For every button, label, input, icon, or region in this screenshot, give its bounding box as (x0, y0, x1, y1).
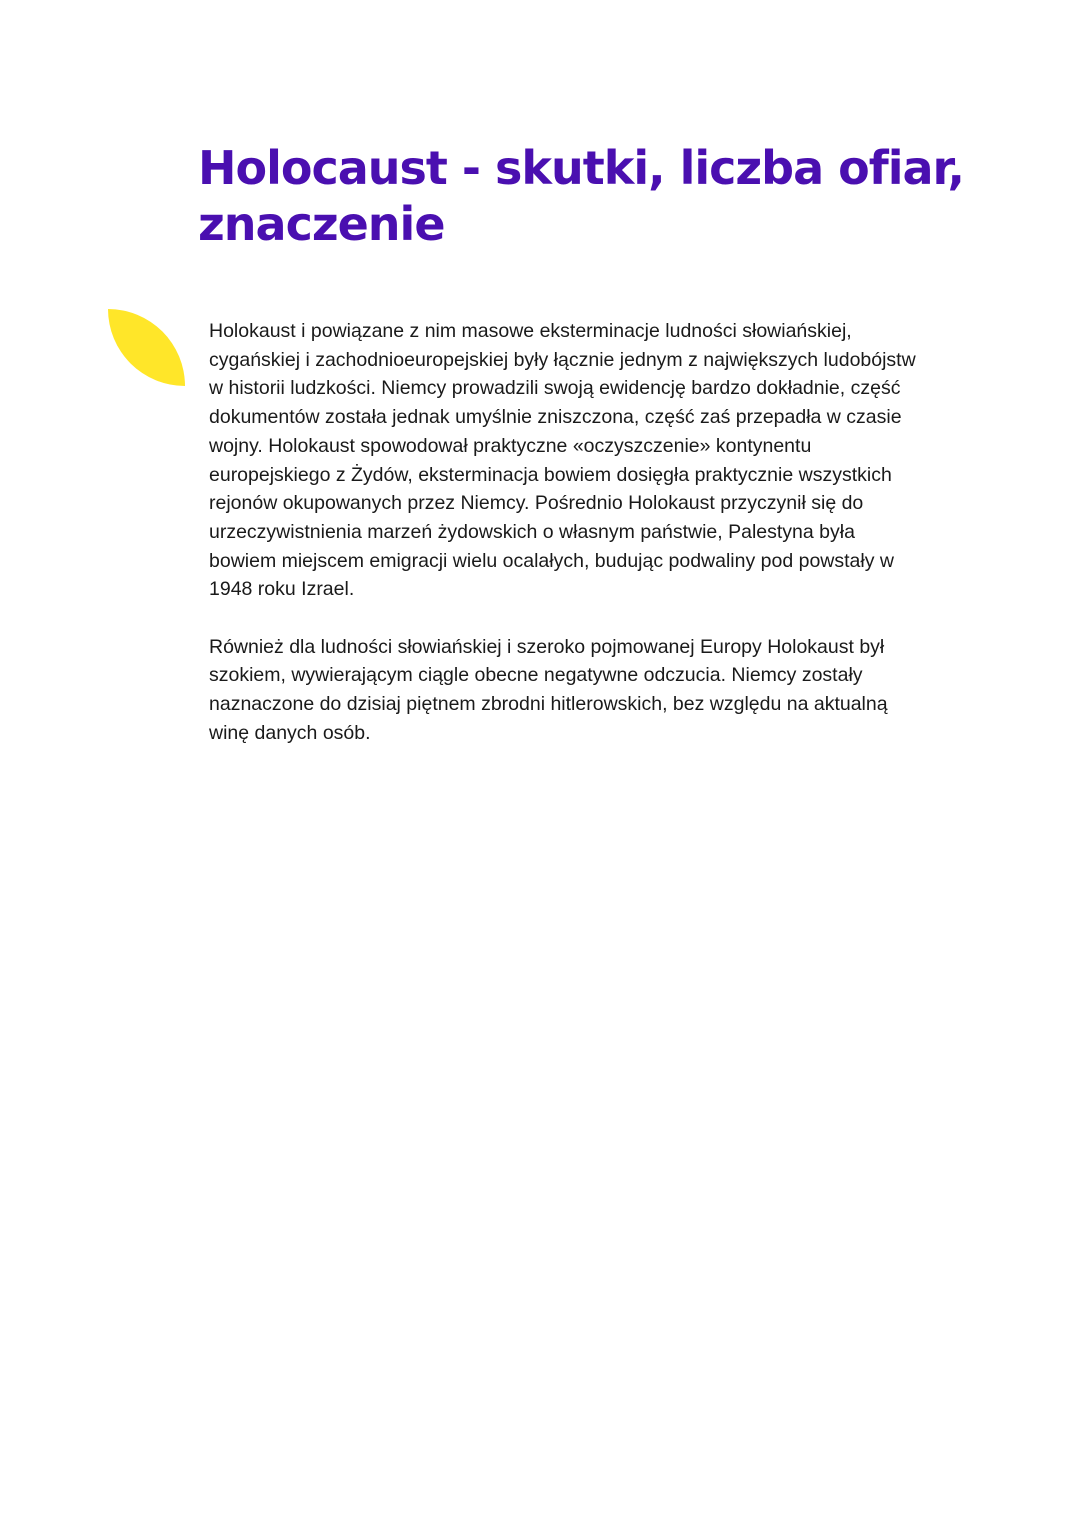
yellow-leaf-icon (108, 309, 185, 386)
body-text (209, 317, 919, 776)
page-title: Holocaust - skutki, liczba ofiar, znaczenie (198, 141, 964, 251)
paragraph-2: Również dla ludności słowiańskiej i szeroko pojmowanej Europy Holokaust był szokiem, wywierającym ciągle obecne negatywne odczucia. Niemcy zostały naznaczone do dzisiaj piętnem zbrodni hitlerowskich, bez względu na aktualną winę danych osób. (209, 635, 888, 744)
paragraph-1: Holokaust i powiązane z nim masowe eksterminacje ludności słowiańskiej, cygańskiej i zachodnioeuropejskiej były łącznie jednym z największych ludobójstw w historii ludzkości. Niemcy prowadzili swoją ewidencję bardzo dokładnie, część dokumentów została jednak umyślnie zniszczona, część zaś przepadła w czasie wojny. Holokaust spowodował praktyczne «oczyszczenie» kontynentu europejskiego z Żydów, eksterminacja bowiem dosięgła praktycznie wszystkich rejonów okupowanych przez Niemcy. Pośrednio Holokaust przyczynił się do urzeczywistnienia marzeń żydowskich o własnym państwie, Palestyna była bowiem miejscem emigracji wielu ocalałych, budując podwaliny pod powstały w 1948 roku Izrael. (209, 320, 916, 601)
